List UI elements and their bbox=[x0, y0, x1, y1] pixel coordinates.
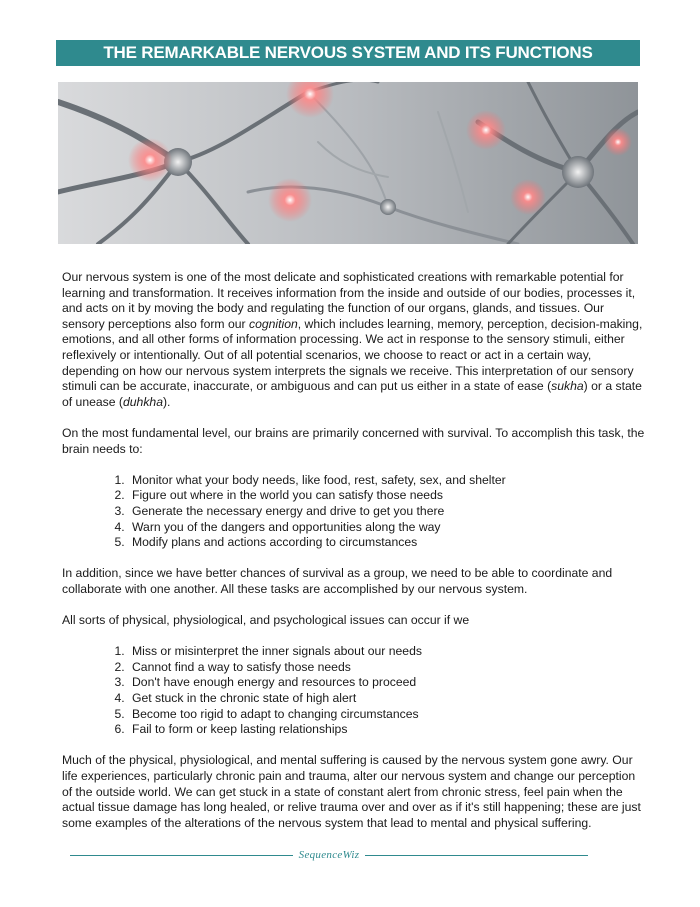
list-item: 3. Generate the necessary energy and drive to get you there bbox=[128, 504, 646, 520]
term-sukha: sukha bbox=[551, 379, 584, 394]
intro-paragraph bbox=[62, 270, 646, 410]
suffering-paragraph: Much of the physical, physiological, and mental suffering is caused by the nervous system gone awry. Our life experiences, particularly chronic pain and trauma, alter our nervous system and change our perception of the outside world. We can get stuck in a state of constant alert from chronic stress, feel pain when the actual tissue damage has long healed, or relive trauma over and over as if it's still happening; these are just some examples of the alterations of the nervous system that lead to mental and physical suffering. bbox=[62, 753, 641, 830]
footer bbox=[70, 846, 588, 864]
body-text bbox=[62, 270, 646, 847]
term-duhkha: duhkha bbox=[122, 394, 163, 409]
intro-text-a: Our nervous system is one of the most delicate and sophisticated creations with remarkable potential for learning and transformation. It receives information from the inside and outside of our bodies, processes it, and acts on it by moving the body and regulating the function of our organs, glands, and tissues. Our sensory perceptions also form our bbox=[62, 270, 636, 331]
brand-logo: SequenceWiz bbox=[298, 849, 360, 861]
list-item: 4. Get stuck in the chronic state of high alert bbox=[128, 691, 646, 707]
term-cognition: cognition bbox=[248, 316, 298, 331]
group-paragraph: In addition, since we have better chances of survival as a group, we need to be able to coordinate and collaborate with one another. All these tasks are accomplished by our nervous system. bbox=[62, 566, 613, 596]
list-item: 5. Modify plans and actions according to circumstances bbox=[128, 535, 646, 551]
intro-text-b: , which includes learning, memory, perception, decision-making, emotions, and all other forms of information processing. We act in response to the sensory stimuli, either reflexively or intentionally. Out of all potential scenarios, we choose to react or act in a certain way, depending on how our nervous system interprets the signals we receive. This interpretation of our sensory stimuli can be accurate, inaccurate, or ambiguous and can put us either in a state of ease ( bbox=[62, 316, 643, 394]
intro-text-d: ). bbox=[162, 394, 171, 409]
intro-text-c: ) or a state of unease ( bbox=[62, 379, 642, 409]
page-title: THE REMARKABLE NERVOUS SYSTEM AND ITS FUNCTIONS bbox=[56, 40, 640, 66]
list-item: 3. Don't have enough energy and resources to proceed bbox=[128, 675, 646, 691]
footer-rule-left bbox=[70, 855, 293, 856]
issues-list bbox=[62, 644, 646, 738]
list-item: 6. Fail to form or keep lasting relationships bbox=[128, 722, 646, 738]
list-item: 1. Monitor what your body needs, like food, rest, safety, sex, and shelter bbox=[128, 473, 646, 489]
survival-paragraph: On the most fundamental level, our brains are primarily concerned with survival. To accomplish this task, the brain needs to: bbox=[62, 425, 645, 456]
list-item: 5. Become too rigid to adapt to changing circumstances bbox=[128, 707, 646, 723]
issues-intro-paragraph: All sorts of physical, physiological, and psychological issues can occur if we bbox=[62, 613, 470, 628]
list-item: 4. Warn you of the dangers and opportunities along the way bbox=[128, 520, 646, 536]
list-item: 2. Figure out where in the world you can satisfy those needs bbox=[128, 488, 646, 504]
brain-needs-list bbox=[62, 473, 646, 551]
footer-rule-right bbox=[365, 855, 588, 856]
list-item: 2. Cannot find a way to satisfy those needs bbox=[128, 660, 646, 676]
neuron-network-illustration bbox=[58, 82, 638, 244]
list-item: 1. Miss or misinterpret the inner signals about our needs bbox=[128, 644, 646, 660]
